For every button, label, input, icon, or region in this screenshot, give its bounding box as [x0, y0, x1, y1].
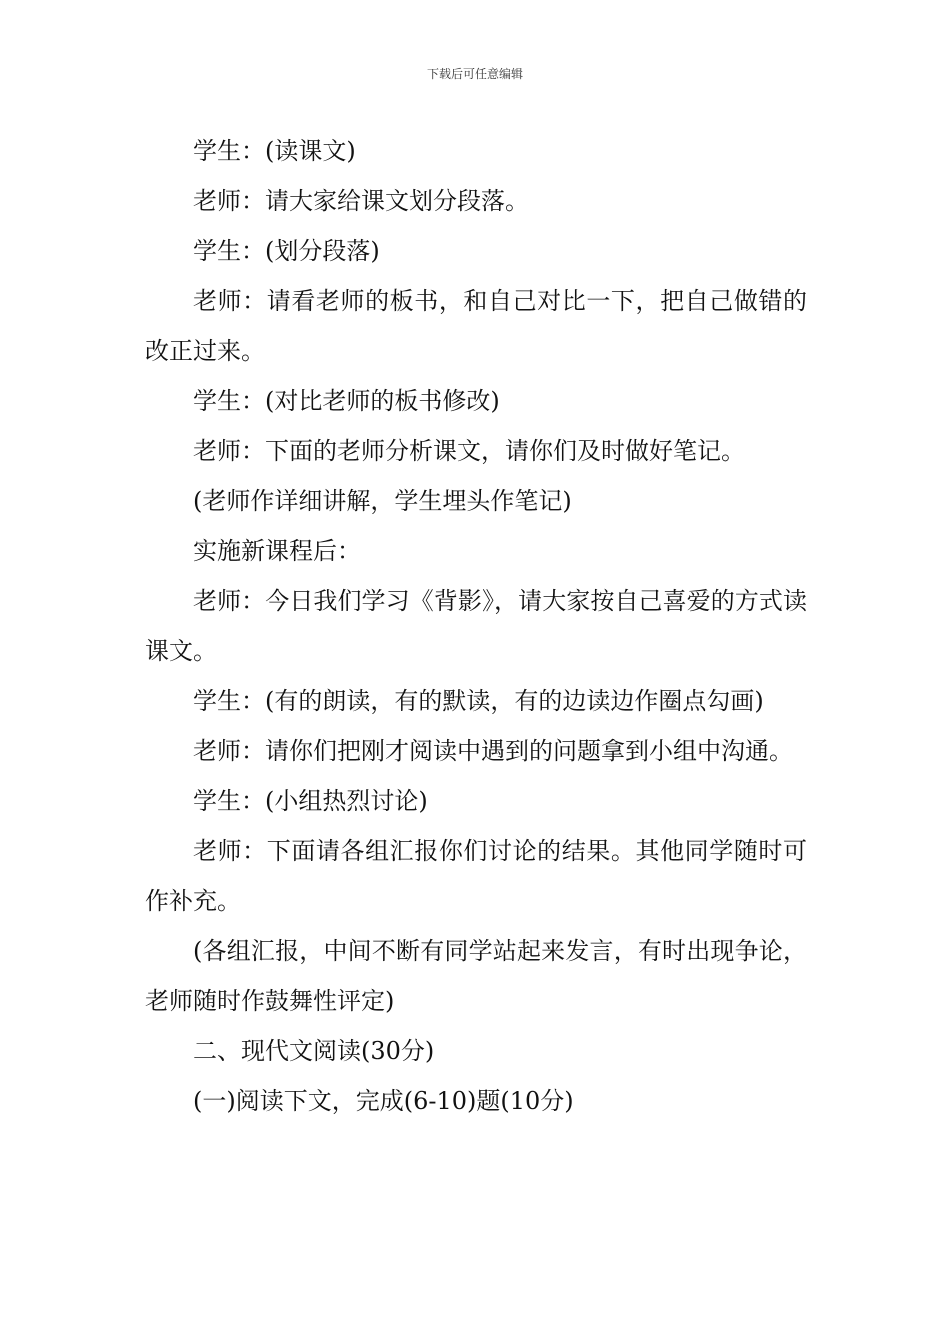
paragraph-student-read: 学生：(读课文) [193, 137, 356, 165]
subsection-heading-read-text: (一)阅读下文，完成(6-10)题(10分) [193, 1087, 574, 1115]
paragraph-teacher-beiying: 老师：今日我们学习《背影》，请大家按自己喜爱的方式读课文。 [145, 587, 807, 665]
paragraph-student-divide: 学生：(划分段落) [193, 237, 380, 265]
paragraph-student-discuss: 学生：(小组热烈讨论) [193, 787, 428, 815]
paragraph-teacher-report: 老师：下面请各组汇报你们讨论的结果。其他同学随时可作补充。 [145, 837, 807, 915]
paragraph-teacher-divide: 老师：请大家给课文划分段落。 [193, 187, 529, 215]
paragraph-groups-report: (各组汇报，中间不断有同学站起来发言，有时出现争论，老师随时作鼓舞性评定) [145, 937, 807, 1015]
document-body [145, 126, 807, 1126]
section-heading-modern-reading: 二、现代文阅读(30分) [193, 1037, 435, 1065]
paragraph-teacher-explain: (老师作详细讲解，学生埋头作笔记) [193, 487, 572, 515]
page-header: 下载后可任意编辑 [426, 67, 523, 81]
paragraph-after-reform: 实施新课程后： [193, 537, 361, 565]
paragraph-teacher-board: 老师：请看老师的板书，和自己对比一下，把自己做错的改正过来。 [145, 287, 807, 365]
paragraph-teacher-group: 老师：请你们把刚才阅读中遇到的问题拿到小组中沟通。 [193, 737, 793, 765]
paragraph-teacher-analyze: 老师：下面的老师分析课文，请你们及时做好笔记。 [193, 437, 745, 465]
paragraph-student-reading-modes: 学生：(有的朗读，有的默读，有的边读边作圈点勾画) [193, 687, 764, 715]
paragraph-student-compare: 学生：(对比老师的板书修改) [193, 387, 500, 415]
